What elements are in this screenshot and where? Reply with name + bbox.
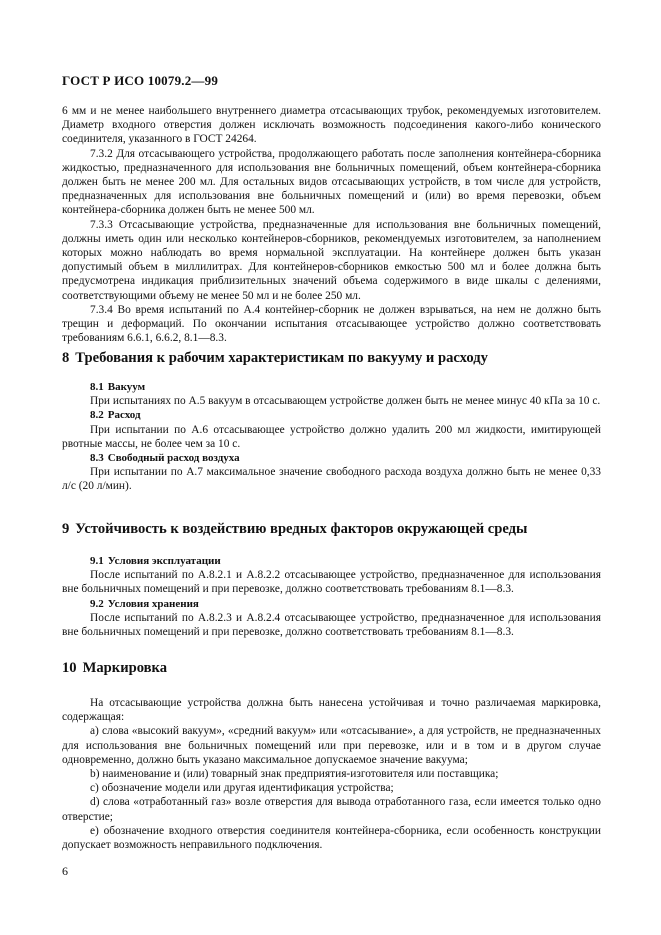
subsection-9-1-heading: 9.1 Условия эксплуатации bbox=[90, 555, 221, 567]
paragraph: 6 мм и не менее наибольшего внутреннего диаметра отсасывающих трубок, рекомендуемых изготовителем. Диаметр входного отверстия должен исключать возможность подсоединения какого-либо конического соединителя, указанного в ГОСТ 24264. bbox=[62, 105, 601, 146]
section-number: 10 bbox=[62, 660, 77, 676]
section-title: Требования к рабочим характеристикам по вакууму и расходу bbox=[75, 350, 488, 366]
section-10-heading bbox=[62, 660, 167, 677]
section-10-body bbox=[62, 696, 601, 852]
section-9-body bbox=[62, 554, 601, 639]
paragraph-7-3-3: 7.3.3 Отсасывающие устройства, предназначенные для использования вне больничных помещений, должны иметь один или несколько контейнеров-сборников, рекомендуемых изготовителем, за наполнением которых можно наблюдать во время нормальной эксплуатации. На контейнере должен быть указан допустимый объем в миллилитрах. Для контейнеров-сборников емкостью 500 мл и более должна быть предусмотрена индикация приблизительных значений объема содержимого в виде шкалы с делениями, соответствующими объему не менее 50 мл и не более 250 мл. bbox=[62, 218, 601, 302]
list-item: е) обозначение входного отверстия соединителя контейнера-сборника, если особенность конструкции допускает возможность неправильного подключения. bbox=[62, 824, 601, 852]
subsection-9-2-heading: 9.2 Условия хранения bbox=[90, 597, 199, 610]
document-header: ГОСТ Р ИСО 10079.2—99 bbox=[62, 73, 219, 88]
list-item: а) слова «высокий вакуум», «средний вакуум» или «отсасывание», а для устройств, не предназначенных для использования вне больничных помещений или при перевозке, или и в том и в другом случае одновременно, должно быть указано максимальное допускаемое значение вакуума; bbox=[62, 725, 601, 766]
subsection-9-1-text: После испытаний по А.8.2.1 и А.8.2.2 отсасывающее устройство, предназначенное для использования вне больничных помещений и при перевозке, должно соответствовать требованиям 8.1—8.3. bbox=[62, 569, 601, 596]
section-7-continuation bbox=[62, 104, 601, 345]
section-9-heading bbox=[62, 521, 527, 538]
list-item: d) слова «отработанный газ» возле отверстия для вывода отработанного газа, если имеется только одно отверстие; bbox=[62, 796, 601, 823]
section-10-intro: На отсасывающие устройства должна быть нанесена устойчивая и точно различаемая маркировка, содержащая: bbox=[62, 697, 601, 724]
subsection-9-2-text: После испытаний по А.8.2.3 и А.8.2.4 отсасывающее устройство, предназначенное для использования вне больничных помещений и при перевозке, должно соответствовать требованиям 8.1—8.3. bbox=[62, 611, 601, 639]
subsection-8-3-heading: 8.3 Свободный расход воздуха bbox=[90, 452, 240, 465]
subsection-8-1-heading: 8.1 Вакуум bbox=[90, 381, 146, 393]
section-number: 9 bbox=[62, 521, 70, 537]
section-8-body bbox=[62, 380, 601, 494]
list-item: b) наименование и (или) товарный знак предприятия-изготовителя или поставщика; bbox=[90, 768, 499, 781]
subsection-8-3-text: При испытании по А.7 максимальное значение свободного расхода воздуха должно быть не менее 0,33 л/с (20 л/мин). bbox=[62, 466, 601, 493]
section-title: Маркировка bbox=[82, 660, 168, 676]
section-number: 8 bbox=[62, 350, 70, 366]
subsection-8-2-heading: 8.2 Расход bbox=[90, 409, 141, 422]
list-item: с) обозначение модели или другая идентификация устройства; bbox=[90, 782, 394, 795]
subsection-8-2-text: При испытании по А.6 отсасывающее устройство должно удалить 200 мл жидкости, имитирующей рвотные массы, не более чем за 10 с. bbox=[62, 423, 601, 450]
page-number: 6 bbox=[62, 864, 68, 878]
paragraph-7-3-2: 7.3.2 Для отсасывающего устройства, продолжающего работать после заполнения контейнера-сборника жидкостью, предназначенного для использования вне больничных помещений, объем контейнера-сборника должен быть не менее 200 мл. Для остальных видов отсасывающих устройств, в том числе для устройств, предназначенных для использования вне больничных помещений и (или) во время перевозки, объем контейнера-сборника должен быть не менее 500 мл. bbox=[62, 147, 601, 217]
section-title: Устойчивость к воздействию вредных факторов окружающей среды bbox=[75, 521, 528, 537]
section-8-heading bbox=[62, 350, 488, 367]
subsection-8-1-text: При испытаниях по А.5 вакуум в отсасывающем устройстве должен быть не менее минус 40 кПа за 10 с. bbox=[90, 395, 601, 408]
paragraph-7-3-4: 7.3.4 Во время испытаний по А.4 контейнер-сборник не должен взрываться, на нем не должно быть трещин и деформаций. По окончании испытания отсасывающее устройство должно соответствовать требованиям 6.6.1, 6.6.2, 8.1—8.3. bbox=[62, 303, 601, 345]
